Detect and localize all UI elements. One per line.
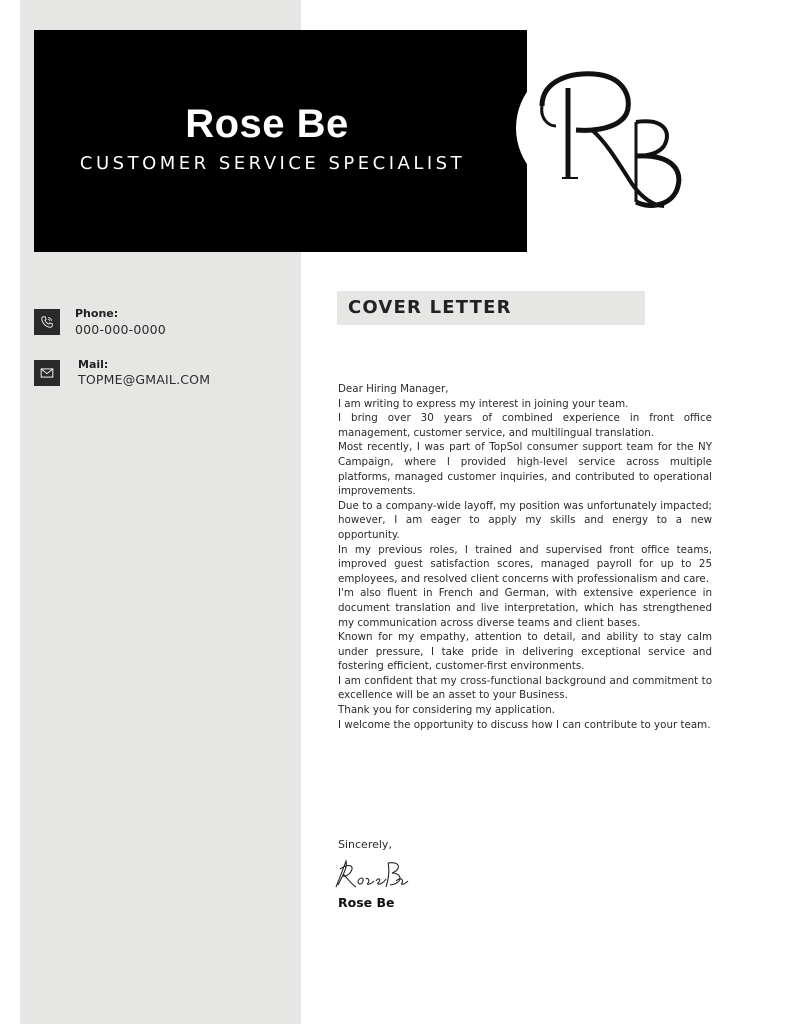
cover-letter-title: COVER LETTER [348, 297, 512, 318]
phone-value: 000-000-0000 [75, 322, 166, 337]
phone-icon [34, 309, 60, 335]
job-title: CUSTOMER SERVICE SPECIALIST [79, 153, 466, 174]
letter-paragraph: Due to a company-wide layoff, my position was unfortunately impacted; however, I am eager to apply my skills and energy to a new opportunity. [338, 499, 712, 541]
signer-name: Rose Be [338, 895, 395, 910]
letter-paragraph: In my previous roles, I trained and supervised front office teams, improved guest satisfaction scores, managed payroll for up to 25 employees, and resolved client concerns with professionalism and care. [338, 543, 712, 585]
mail-value: TOPME@GMAIL.COM [78, 372, 211, 387]
letter-paragraph: Known for my empathy, attention to detail, and ability to stay calm under pressure, I take pride in delivering exceptional service and fostering efficient, customer-first environments. [338, 631, 712, 673]
phone-label: Phone: [75, 307, 119, 320]
monogram-logo [532, 66, 692, 216]
mail-label: Mail: [78, 358, 109, 371]
letter-paragraph: Most recently, I was part of TopSol consumer support team for the NY Campaign, where I provided high-level service across multiple platforms, managed customer inquiries, and contributed to operational improvements. [338, 441, 712, 498]
letter-body [338, 382, 712, 732]
closing-text: Sincerely, [338, 838, 392, 851]
signature-image [330, 855, 410, 895]
applicant-name: Rose Be [185, 102, 349, 146]
mail-icon [34, 360, 60, 386]
letter-paragraph: I bring over 30 years of combined experience in front office management, customer service, and multilingual translation. [338, 412, 712, 439]
letter-paragraph: I am confident that my cross-functional background and commitment to excellence will be an asset to your Business. [338, 674, 712, 702]
letter-paragraph: Thank you for considering my application. [338, 704, 555, 717]
letter-paragraph: I welcome the opportunity to discuss how I can contribute to your team. [338, 718, 711, 731]
letter-paragraph: I'm also fluent in French and German, with extensive experience in document translation and live interpretation, which has strengthened my communication across diverse teams and client bases. [338, 587, 712, 629]
letter-paragraph: Dear Hiring Manager, [338, 383, 449, 395]
letter-paragraph: I am writing to express my interest in joining your team. [338, 397, 629, 410]
